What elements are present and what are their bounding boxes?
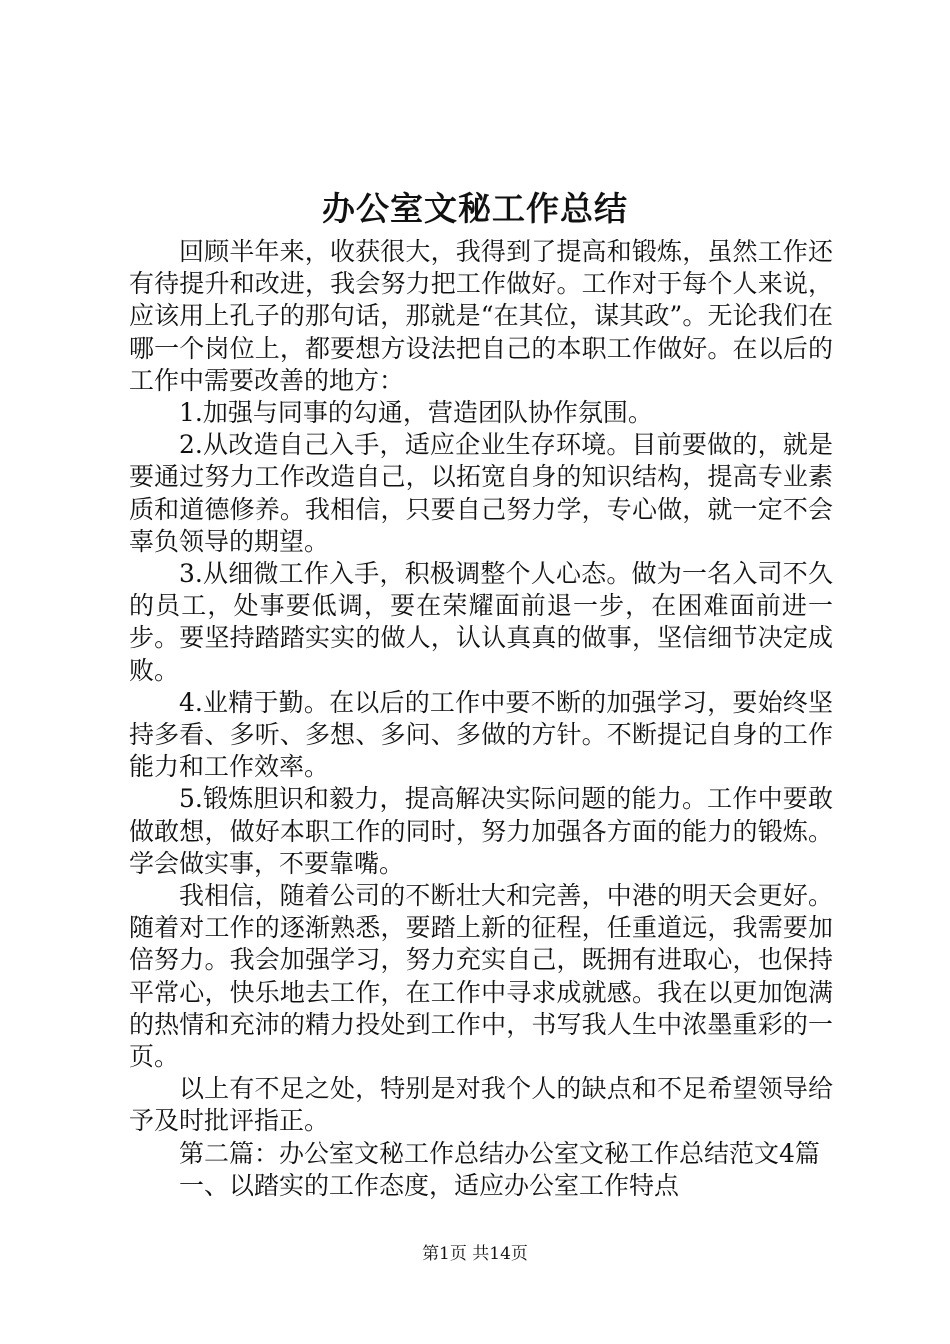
paragraph-item-2: 2.从改造自己入手，适应企业生存环境。目前要做的，就是要通过努力工作改造自己，以拓宽自身的知识结构，提高专业素质和道德修养。我相信，只要自己努力学，专心做，就一定不会辜负领导的期望。: [129, 430, 833, 556]
document-title: 办公室文秘工作总结: [322, 189, 628, 228]
paragraph-item-3: 3.从细微工作入手，积极调整个人心态。做为一名入司不久的员工，处事要低调，要在荣耀面前退一步，在困难面前进一步。要坚持踏踏实实的做人，认认真真的做事，坚信细节决定成败。: [129, 559, 833, 685]
paragraph-item-1: 1.加强与同事的勾通，营造团队协作氛围。: [179, 398, 653, 428]
paragraph-section-one-heading: 一、以踏实的工作态度，适应办公室工作特点: [179, 1170, 680, 1200]
paragraph-second-part-heading: 第二篇：办公室文秘工作总结办公室文秘工作总结范文4篇: [179, 1138, 820, 1168]
page-indicator: 第1页 共14页: [422, 1244, 528, 1264]
paragraph-intro: 回顾半年来，收获很大，我得到了提高和锻炼，虽然工作还有待提升和改进，我会努力把工作做好。工作对于每个人来说，应该用上孔子的那句话，那就是“在其位，谋其政”。无论我们在哪一个岗位上，都要想方设法把自己的本职工作做好。在以后的工作中需要改善的地方：: [129, 237, 833, 395]
paragraph-item-5: 5.锻炼胆识和毅力，提高解决实际问题的能力。工作中要敢做敢想，做好本职工作的同时，努力加强各方面的能力的锻炼。学会做实事，不要靠嘴。: [129, 784, 833, 878]
document-body: [129, 236, 833, 1202]
paragraph-item-4: 4.业精于勤。在以后的工作中要不断的加强学习，要始终坚持多看、多听、多想、多问、多做的方针。不断提记自身的工作能力和工作效率。: [129, 687, 833, 782]
paragraph-closing: 以上有不足之处，特别是对我个人的缺点和不足希望领导给予及时批评指正。: [129, 1074, 833, 1136]
paragraph-outlook: 我相信，随着公司的不断壮大和完善，中港的明天会更好。随着对工作的逐渐熟悉，要踏上新的征程，任重道远，我需要加倍努力。我会加强学习，努力充实自己，既拥有进取心，也保持平常心，快乐地去工作，在工作中寻求成就感。我在以更加饱满的热情和充沛的精力投处到工作中，书写我人生中浓墨重彩的一页。: [129, 881, 833, 1072]
